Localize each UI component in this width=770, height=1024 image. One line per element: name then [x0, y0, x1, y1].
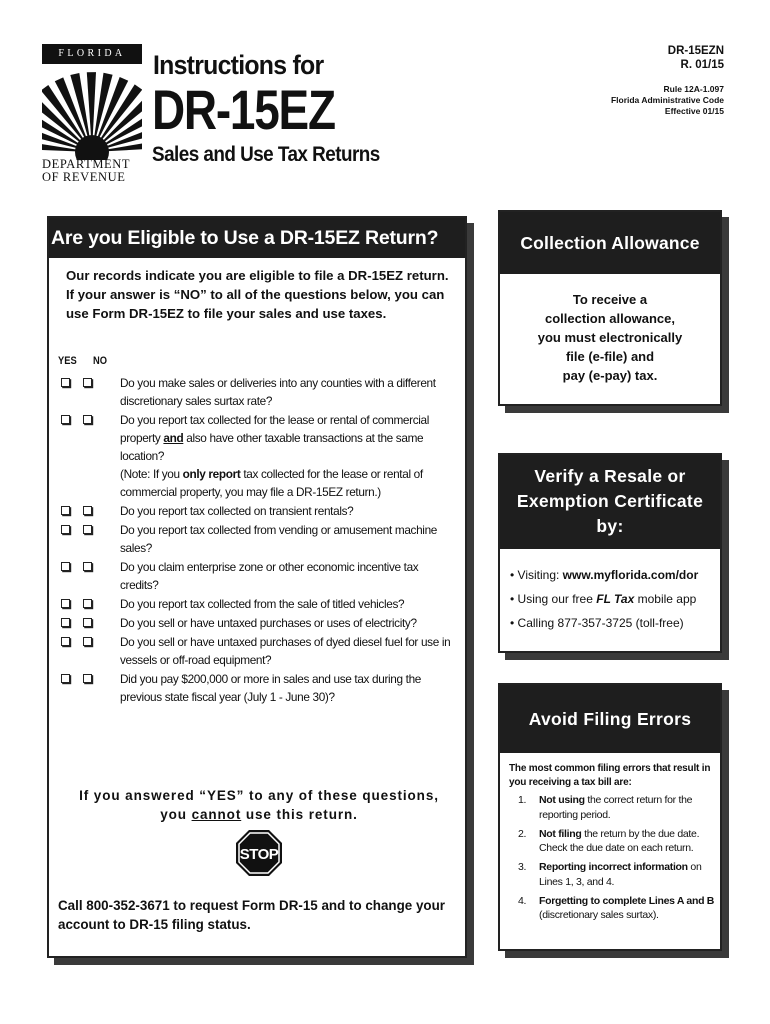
stop-sign-label: STOP [239, 846, 279, 863]
question-item [57, 411, 459, 501]
form-code: DR-15EZN [667, 45, 724, 57]
error-bold: Reporting incorrect information [539, 861, 688, 873]
question-item [57, 614, 459, 632]
no-checkbox[interactable] [83, 378, 92, 387]
title-subtitle: Sales and Use Tax Returns [152, 143, 380, 166]
question-item [57, 670, 459, 706]
question-item [57, 595, 459, 613]
question-text: Do you report tax collected on transient rentals? [120, 504, 354, 518]
question-text: Do you claim enterprise zone or other economic incentive tax credits? [120, 560, 419, 592]
verify-heading [500, 455, 720, 549]
rule-number: Rule 12A-1.097 [663, 84, 724, 94]
error-rest: the correct return for the reporting period. [539, 794, 693, 821]
eligibility-intro: Our records indicate you are eligible to file a DR-15EZ return. If your answer is “NO” to all of the questions below, you can use Form DR-15EZ to file your sales and use taxes. [66, 268, 449, 321]
yes-checkbox[interactable] [61, 599, 70, 608]
yes-no-header [58, 355, 123, 367]
yes-answer-warning [79, 786, 439, 824]
error-number: 3. [518, 861, 527, 873]
no-checkbox[interactable] [83, 562, 92, 571]
error-item [509, 894, 720, 923]
logo-department [42, 158, 142, 184]
no-checkbox[interactable] [83, 525, 92, 534]
collection-allowance-heading: Collection Allowance [500, 212, 720, 274]
yes-checkbox[interactable] [61, 618, 70, 627]
title-instructions: Instructions for [153, 50, 324, 80]
verify-certificate-panel [498, 453, 722, 653]
effective-date: Effective 01/15 [664, 106, 724, 116]
yes-checkbox[interactable] [61, 674, 70, 683]
error-rest: (discretionary sales surtax). [539, 909, 659, 921]
question-item [57, 633, 459, 669]
question-item [57, 502, 459, 520]
answer-text-part: If you answered “YES” to any of these questions, you [79, 788, 439, 822]
collection-line: To receive a [572, 292, 648, 307]
answer-emphasis: cannot [191, 807, 242, 822]
question-text: Do you report tax collected from the sale of titled vehicles? [120, 597, 405, 611]
no-checkbox[interactable] [83, 637, 92, 646]
error-rest: on Lines 1, 3, and 4. [539, 861, 702, 888]
verify-item-label: • Visiting: [510, 568, 563, 582]
verify-heading-line: by: [596, 516, 624, 536]
dor-website-link[interactable]: www.myflorida.com/dor [562, 568, 699, 582]
form-code-block [668, 44, 724, 72]
avoid-errors-list [509, 793, 720, 923]
error-item [509, 793, 720, 822]
note-text-part: tax collected for the lease or rental of commercial property, you may file a DR-15EZ return.) [120, 467, 423, 499]
yes-column-label: YES [58, 355, 77, 367]
question-text: Do you make sales or deliveries into any counties with a different discretionary sales surtax rate? [120, 376, 436, 408]
question-text-part: also have other taxable transactions at the same location? [120, 431, 424, 463]
verify-methods-list [500, 563, 720, 635]
error-bold: Forgetting to complete Lines A and B [539, 894, 715, 907]
yes-checkbox[interactable] [61, 562, 70, 571]
question-text: Do you sell or have untaxed purchases or uses of electricity? [120, 616, 417, 630]
error-bold: Not using [539, 794, 585, 806]
admin-code: Florida Administrative Code [610, 95, 724, 105]
note-emphasis: only report [182, 467, 241, 481]
yes-checkbox[interactable] [61, 525, 70, 534]
error-item [509, 860, 720, 889]
question-text-part: Do you report tax collected for the lease or rental of commercial property [120, 413, 430, 445]
error-item [509, 827, 720, 856]
form-revision: R. 01/15 [680, 59, 724, 71]
error-bold: Not filing [539, 827, 582, 840]
question-note [120, 465, 459, 501]
avoid-errors-intro: The most common filing errors that result in you receiving a tax bill are: [509, 763, 711, 788]
yes-checkbox[interactable] [61, 637, 70, 646]
verify-item-website [510, 563, 720, 587]
error-number: 4. [518, 894, 527, 907]
rule-info-block [611, 84, 724, 117]
collection-line: collection allowance, [544, 311, 676, 326]
no-checkbox[interactable] [83, 506, 92, 515]
eligibility-panel [47, 216, 467, 958]
yes-checkbox[interactable] [61, 506, 70, 515]
question-item [57, 521, 459, 557]
fl-tax-app-name: FL Tax [596, 592, 635, 606]
call-instructions: Call 800-352-3671 to request Form DR-15 and to change your account to DR-15 filing status. [58, 898, 445, 932]
question-item [57, 374, 459, 410]
question-text: Do you report tax collected from vending or amusement machine sales? [120, 523, 437, 555]
sunburst-icon [42, 60, 142, 160]
eligibility-questions [57, 374, 459, 707]
title-form-number: DR-15EZ [152, 78, 335, 141]
collection-allowance-text [500, 290, 720, 385]
error-number: 2. [518, 827, 527, 840]
note-text-part: (Note: If you [120, 467, 183, 481]
error-rest: the return by the due date. Check the due date on each return. [539, 827, 700, 854]
eligibility-heading: Are you Eligible to Use a DR-15EZ Return? [49, 218, 465, 258]
logo-state-name: FLORIDA [42, 44, 142, 64]
collection-allowance-panel [498, 210, 722, 406]
question-text: Did you pay $200,000 or more in sales and use tax during the previous state fiscal year (July 1 - June 30)? [120, 672, 421, 704]
collection-line: pay (e-pay) tax. [562, 368, 658, 383]
stop-sign-icon [235, 829, 283, 877]
question-text: Do you sell or have untaxed purchases of dyed diesel fuel for use in vessels or off-road equipment? [120, 635, 451, 667]
collection-line: file (e-file) and [565, 349, 655, 364]
verify-item-text: mobile app [634, 592, 697, 606]
no-checkbox[interactable] [83, 618, 92, 627]
verify-item-phone: • Calling 877-357-3725 (toll-free) [510, 616, 684, 630]
collection-line: you must electronically [537, 330, 683, 345]
yes-checkbox[interactable] [61, 378, 70, 387]
avoid-filing-errors-panel [498, 683, 722, 951]
answer-text-part: use this return. [241, 807, 358, 822]
logo-dept-line2: OF REVENUE [42, 170, 126, 184]
no-checkbox[interactable] [83, 674, 92, 683]
yes-checkbox[interactable] [61, 415, 70, 424]
verify-item-text: • Using our free [510, 592, 597, 606]
question-item [57, 558, 459, 594]
verify-heading-line: Exemption Certificate [516, 491, 704, 511]
logo-dept-line1: DEPARTMENT [42, 157, 131, 171]
no-checkbox[interactable] [83, 415, 92, 424]
verify-heading-line: Verify a Resale or [534, 466, 686, 486]
florida-dor-logo [42, 44, 142, 184]
no-column-label: NO [93, 355, 108, 367]
error-number: 1. [518, 794, 527, 806]
avoid-errors-heading: Avoid Filing Errors [500, 685, 720, 753]
no-checkbox[interactable] [83, 599, 92, 608]
question-emphasis: and [163, 431, 184, 445]
verify-item-app [510, 587, 720, 611]
